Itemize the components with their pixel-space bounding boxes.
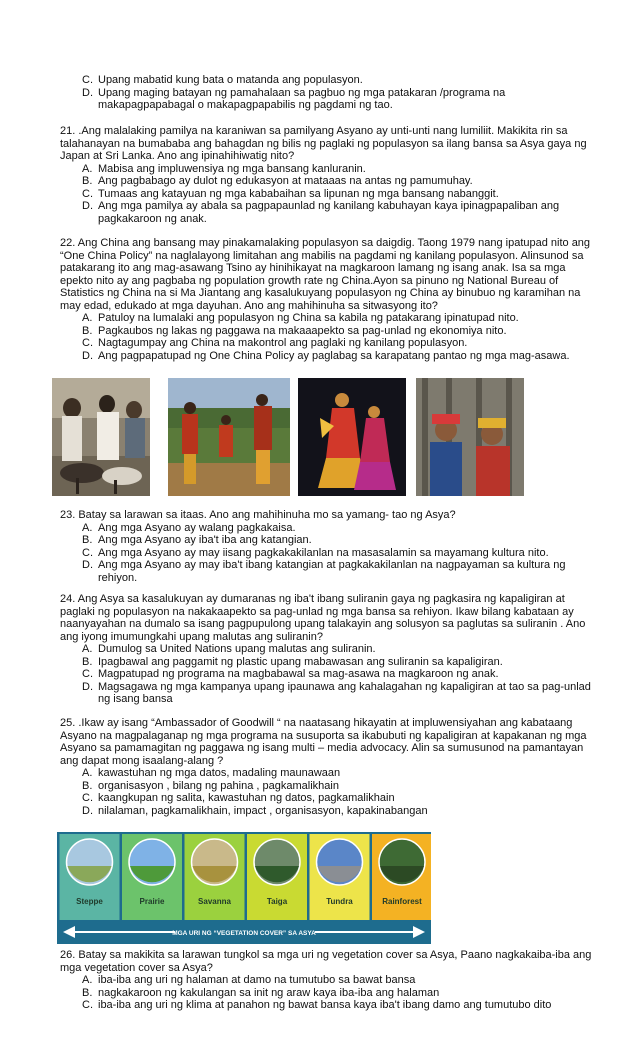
option-letter: D. (82, 559, 93, 571)
option-text: organisasyon , bilang ng pahina , pagkamalikhain (98, 779, 339, 792)
option-letter: C. (82, 546, 93, 559)
q26-option-c (60, 999, 596, 1012)
question-23 (60, 509, 596, 584)
option-letter: B. (82, 175, 93, 187)
top-options (60, 74, 596, 112)
question-26 (60, 949, 596, 1012)
vegetation-svg (57, 832, 431, 944)
question-26-text: 26. Batay sa makikita sa larawan tungkol sa mga uri ng vegetation cover sa Asya, Paano nagkakaiba-iba ang mga vegetation cover sa Asya? (60, 949, 592, 974)
option-letter: D. (82, 804, 93, 817)
q25-option-b (60, 780, 596, 793)
question-25-text: 25. .Ikaw ay isang “Ambassador of Goodwill “ na naatasang hikayatin at impluwensiyahan ang kabataang Asyano na magpalaganap ng mga programa na susuporta sa ikabubuti ng kapaligiran at kapakanan ng mga Asyano sa pamamagitan ng paggawa ng isang multi – media advocacy. Alin sa sumusunod na pamantayan ang dapat mong isaalang-alang ? (60, 717, 587, 767)
option-letter: B. (82, 986, 93, 999)
option-text: nilalaman, pagkamalikhain, impact , organisasyon, kapakinabangan (98, 804, 428, 817)
photo-tribal-dancers (168, 378, 290, 496)
q25-option-a (60, 767, 596, 780)
option-text: Ang pagpapatupad ng One China Policy ay paglabag sa karapatang pantao ng mga mag-asawa. (98, 349, 570, 362)
question-21-text: 21. .Ang malalaking pamilya na karaniwan sa pamilyang Asyano ay unti-unti nang lumiliit. Makikita rin sa talahanayan na bumababa ang bahagdan ng bilis ng paglaki ng populasyon sa ilang bansa sa Asya gaya ng Japan at Sri Lanka. Ano ang ipinahihiwatig nito? (60, 125, 587, 162)
option-letter: D. (82, 86, 93, 99)
people-photo-strip (50, 378, 540, 498)
option-letter: C. (82, 668, 93, 680)
option-letter: D. (82, 349, 93, 362)
q24-option-a (60, 643, 596, 656)
option-letter: C. (82, 999, 93, 1011)
q23-option-d (60, 559, 596, 584)
q22-option-c (60, 337, 596, 350)
photo-elders-headdress (416, 378, 524, 496)
option-text: Pagkaubos ng lakas ng paggawa na makaaapekto sa pag-unlad ng ekonomiya nito. (98, 324, 507, 337)
option-text: Ang mga pamilya ay abala sa pagpapaunlad ng kanilang kabuhayan kaya ipinagpapaliban ang pagkakaroon ng anak. (98, 200, 560, 225)
option-text: Ang pagbabago ay dulot ng edukasyon at mataaas na antas ng pamumuhay. (98, 175, 473, 187)
question-24-text: 24. Ang Asya sa kasalukuyan ay dumaranas ng iba't ibang suliranin gaya ng pagkasira ng kapaligiran at paglaki ng populasyon na nakakaapekto sa pag-unlad ng mga bansa sa rehiyon. Ikaw bilang kabataan ay naanyayahan na dumalo sa isang pagpupulong upang talakayin ang solusyon sa paglutas sa suliranin . Ano ang iyong imumungkahi upang malutas ang suliranin? (60, 593, 586, 643)
q25-option-d (60, 805, 596, 818)
option-text: Upang mabatid kung bata o matanda ang populasyon. (98, 74, 363, 86)
option-text: Dumulog sa United Nations upang malutas ang suliranin. (98, 643, 376, 655)
option-text: Ang mga Asyano ay walang pagkakaisa. (98, 521, 296, 534)
q22-option-a (60, 312, 596, 325)
photo-stage-dancers (298, 378, 406, 496)
option-letter: B. (82, 655, 93, 668)
option-text: Mabisa ang impluwensiya ng mga bansang kanluranin. (98, 162, 366, 175)
option-text: Magsagawa ng mga kampanya upang ipaunawa ang kahalagahan ng kapaligiran at tao sa pag-unlad ng isang bansa (98, 680, 591, 705)
option-text: Tumaas ang katayuan ng mga kababaihan sa lipunan ng mga bansang nabanggit. (98, 187, 499, 200)
question-22-text: 22. Ang China ang bansang may pinakamalaking populasyon sa daigdig. Taong 1979 nang ipatupad nito ang “One China Policy” na naglalayong limitahan ang mabilis na pagdami ng kanilang populasyon. Alinsunod sa patakarang ito ang mag-asawang Tsino ay hinihikayat na magkaroon lamang ng isang anak. Isa sa mga epekto nito ay ang pagbaba ng population growth rate ng China.Ayon sa pinuno ng National Bureau of Statistics ng China na si Ma Jiantang ang kasalukuyang populasyon ng China ay binubuo ng karamihan na may edad, edukado at mga dayuhan. Ano ang mahihinuha sa sitwasyong ito? (60, 237, 591, 312)
option-text: Nagtagumpay ang China na makontrol ang paglaki ng kanilang populasyon. (98, 337, 468, 349)
option-text: Ipagbawal ang paggamit ng plastic upang mabawasan ang suliranin sa kapaligiran. (98, 655, 503, 668)
question-24 (60, 593, 596, 706)
option-text: Upang maging batayan ng pamahalaan sa pagbuo ng mga patakaran /programa na makapagpapabagal o makapagpapabilis ng pagdami ng tao. (98, 86, 506, 111)
vegetation-label-steppe: Steppe (76, 897, 103, 906)
q26-option-a (60, 974, 596, 987)
option-letter: A. (82, 643, 93, 655)
option-text: kaangkupan ng salita, kawastuhan ng datos, pagkamalikhain (98, 792, 395, 804)
option-text: Ang mga Asyano ay iba't iba ang katangian. (98, 534, 312, 546)
vegetation-cover-graphic (57, 832, 431, 944)
option-letter: B. (82, 534, 93, 546)
question-21 (60, 125, 596, 225)
q23-option-b (60, 534, 596, 547)
vegetation-caption: MGA URI NG “VEGETATION COVER” SA ASYA (172, 930, 316, 937)
q21-option-b (60, 175, 596, 188)
q21-option-a (60, 163, 596, 176)
option-letter: C. (82, 74, 93, 86)
q21-option-d (60, 200, 596, 225)
option-letter: C. (82, 792, 93, 804)
q23-option-c (60, 547, 596, 560)
option-letter: D. (82, 680, 93, 693)
option-text: Ang mga Asyano ay may iisang pagkakakilanlan na masasalamin sa mayamang kultura nito. (98, 546, 549, 559)
q26-option-b (60, 987, 596, 1000)
option-letter: A. (82, 974, 93, 986)
question-22 (60, 237, 596, 362)
vegetation-label-tundra: Tundra (326, 897, 353, 906)
option-text: iba-iba ang uri ng klima at panahon ng bawat bansa kaya iba't ibang damo ang tumutubo dito (98, 999, 552, 1011)
photo-market-crowd (52, 378, 150, 496)
q24-option-b (60, 656, 596, 669)
q22-option-d (60, 350, 596, 363)
option-text: Patuloy na lumalaki ang populasyon ng China sa kabila ng patakarang ipinatupad nito. (98, 312, 519, 324)
q24-option-d (60, 681, 596, 706)
option-letter: A. (82, 521, 93, 534)
q25-option-c (60, 792, 596, 805)
option-letter: D. (82, 200, 93, 212)
vegetation-label-taiga: Taiga (266, 897, 288, 906)
option-letter: A. (82, 162, 93, 175)
option-text: Magpatupad ng programa na magbabawal sa mag-asawa na magkaroon ng anak. (98, 668, 499, 680)
vegetation-label-rainforest: Rainforest (382, 897, 422, 906)
option-text: iba-iba ang uri ng halaman at damo na tumutubo sa bawat bansa (98, 974, 416, 986)
q24-option-c (60, 668, 596, 681)
option-text: Ang mga Asyano ay may iba't ibang katangian at pagkakakilanlan na nagpayaman sa kultura ng rehiyon. (98, 559, 566, 584)
question-23-text: 23. Batay sa larawan sa itaas. Ano ang mahihinuha mo sa yamang- tao ng Asya? (60, 509, 456, 521)
vegetation-label-savanna: Savanna (198, 897, 231, 906)
q21-option-c (60, 188, 596, 201)
option-letter: C. (82, 187, 93, 200)
option-letter: A. (82, 767, 93, 779)
option-letter: B. (82, 324, 93, 337)
q23-option-a (60, 522, 596, 535)
option-letter: A. (82, 312, 93, 324)
option-letter: B. (82, 779, 93, 792)
option-c (60, 74, 596, 87)
option-letter: C. (82, 337, 93, 349)
question-25 (60, 717, 596, 817)
option-text: nagkakaroon ng kakulangan sa init ng araw kaya iba-iba ang halaman (98, 986, 440, 999)
q22-option-b (60, 325, 596, 338)
vegetation-label-prairie: Prairie (139, 897, 165, 906)
option-text: kawastuhan ng mga datos, madaling maunawaan (98, 767, 341, 779)
option-d (60, 87, 596, 112)
